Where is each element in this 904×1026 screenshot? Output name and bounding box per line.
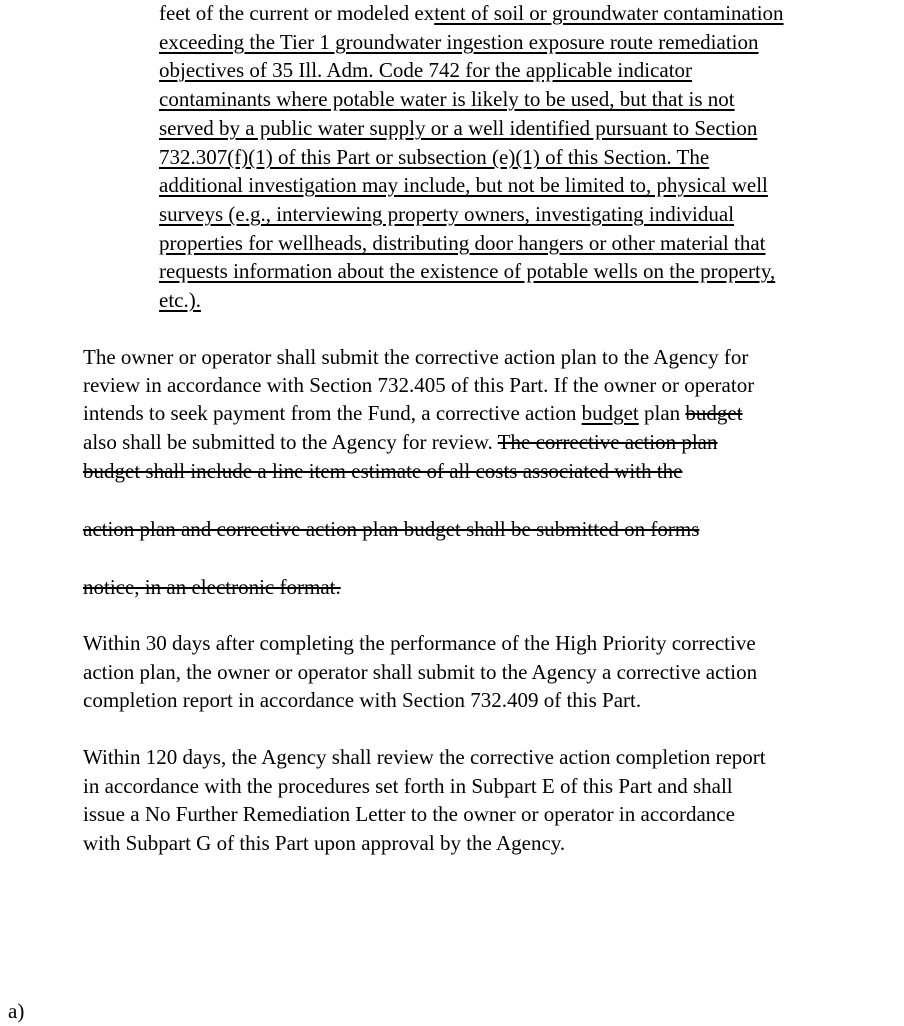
text-line [159, 144, 709, 170]
text-line [159, 230, 766, 256]
inserted-text: etc.). [159, 288, 201, 312]
deleted-text-line: budget shall include a line item estimate of all costs associated with the [83, 459, 683, 483]
inserted-text: 732.307(f)(1) of this Part or subsection (e)(1) of this Section. The [159, 145, 710, 169]
text-line: The owner or operator shall submit the corrective action plan to the Agency for [83, 345, 749, 369]
text-line: review in accordance with Section 732.405 of this Part. If the owner or operator [83, 373, 755, 397]
text-line: Within 120 days, the Agency shall review the corrective action completion report [83, 745, 766, 769]
text-line [159, 201, 734, 227]
text-line: action plan, the owner or operator shall submit to the Agency a corrective action [83, 660, 758, 684]
text-line [159, 258, 775, 284]
deleted-text-line: action plan and corrective action plan budget shall be submitted on forms [83, 517, 700, 541]
text-line [159, 29, 759, 55]
text-line: completion report in accordance with Section 732.409 of this Part. [83, 688, 642, 712]
text-line [83, 429, 717, 455]
inserted-text: exceeding the Tier 1 groundwater ingestion exposure route remediation [159, 30, 759, 54]
text-line [159, 172, 768, 198]
deleted-text-line: notice, in an electronic format. [83, 575, 341, 599]
inserted-text: properties for wellheads, distributing door hangers or other material that [159, 231, 766, 255]
text-line [159, 115, 757, 141]
text-line: issue a No Further Remediation Letter to the owner or operator in accordance [83, 802, 735, 826]
inserted-text: objectives of 35 Ill. Adm. Code 742 for the applicable indicator [159, 58, 693, 82]
text-segment: also shall be submitted to the Agency for review. [83, 430, 498, 454]
text-segment: intends to seek payment from the Fund, a corrective action [83, 401, 582, 425]
inserted-text: served by a public water supply or a well identified pursuant to Section [159, 116, 758, 140]
inserted-text: requests information about the existence of potable wells on the property, [159, 259, 776, 283]
deleted-text: budget [685, 401, 743, 425]
inserted-text: surveys (e.g., interviewing property owners, investigating individual [159, 202, 735, 226]
text-line: Within 30 days after completing the performance of the High Priority corrective [83, 631, 756, 655]
text-line [159, 287, 201, 313]
text-line: in accordance with the procedures set forth in Subpart E of this Part and shall [83, 774, 733, 798]
text-line [159, 57, 692, 83]
inserted-text: tent of soil or groundwater contamination [434, 1, 784, 25]
text-line: with Subpart G of this Part upon approval by the Agency. [83, 831, 566, 855]
text-line [159, 86, 735, 112]
inserted-text: budget [581, 401, 639, 425]
text-line [83, 400, 743, 426]
inserted-text: additional investigation may include, but not be limited to, physical well [159, 173, 768, 197]
inserted-text: contaminants where potable water is likely to be used, but that is not [159, 87, 735, 111]
subsection-marker: a) [8, 999, 25, 1023]
text-line [159, 0, 784, 26]
deleted-text: The corrective action plan [497, 430, 718, 454]
text-segment: plan [638, 401, 686, 425]
text-segment: feet of the current or modeled ex [159, 1, 435, 25]
